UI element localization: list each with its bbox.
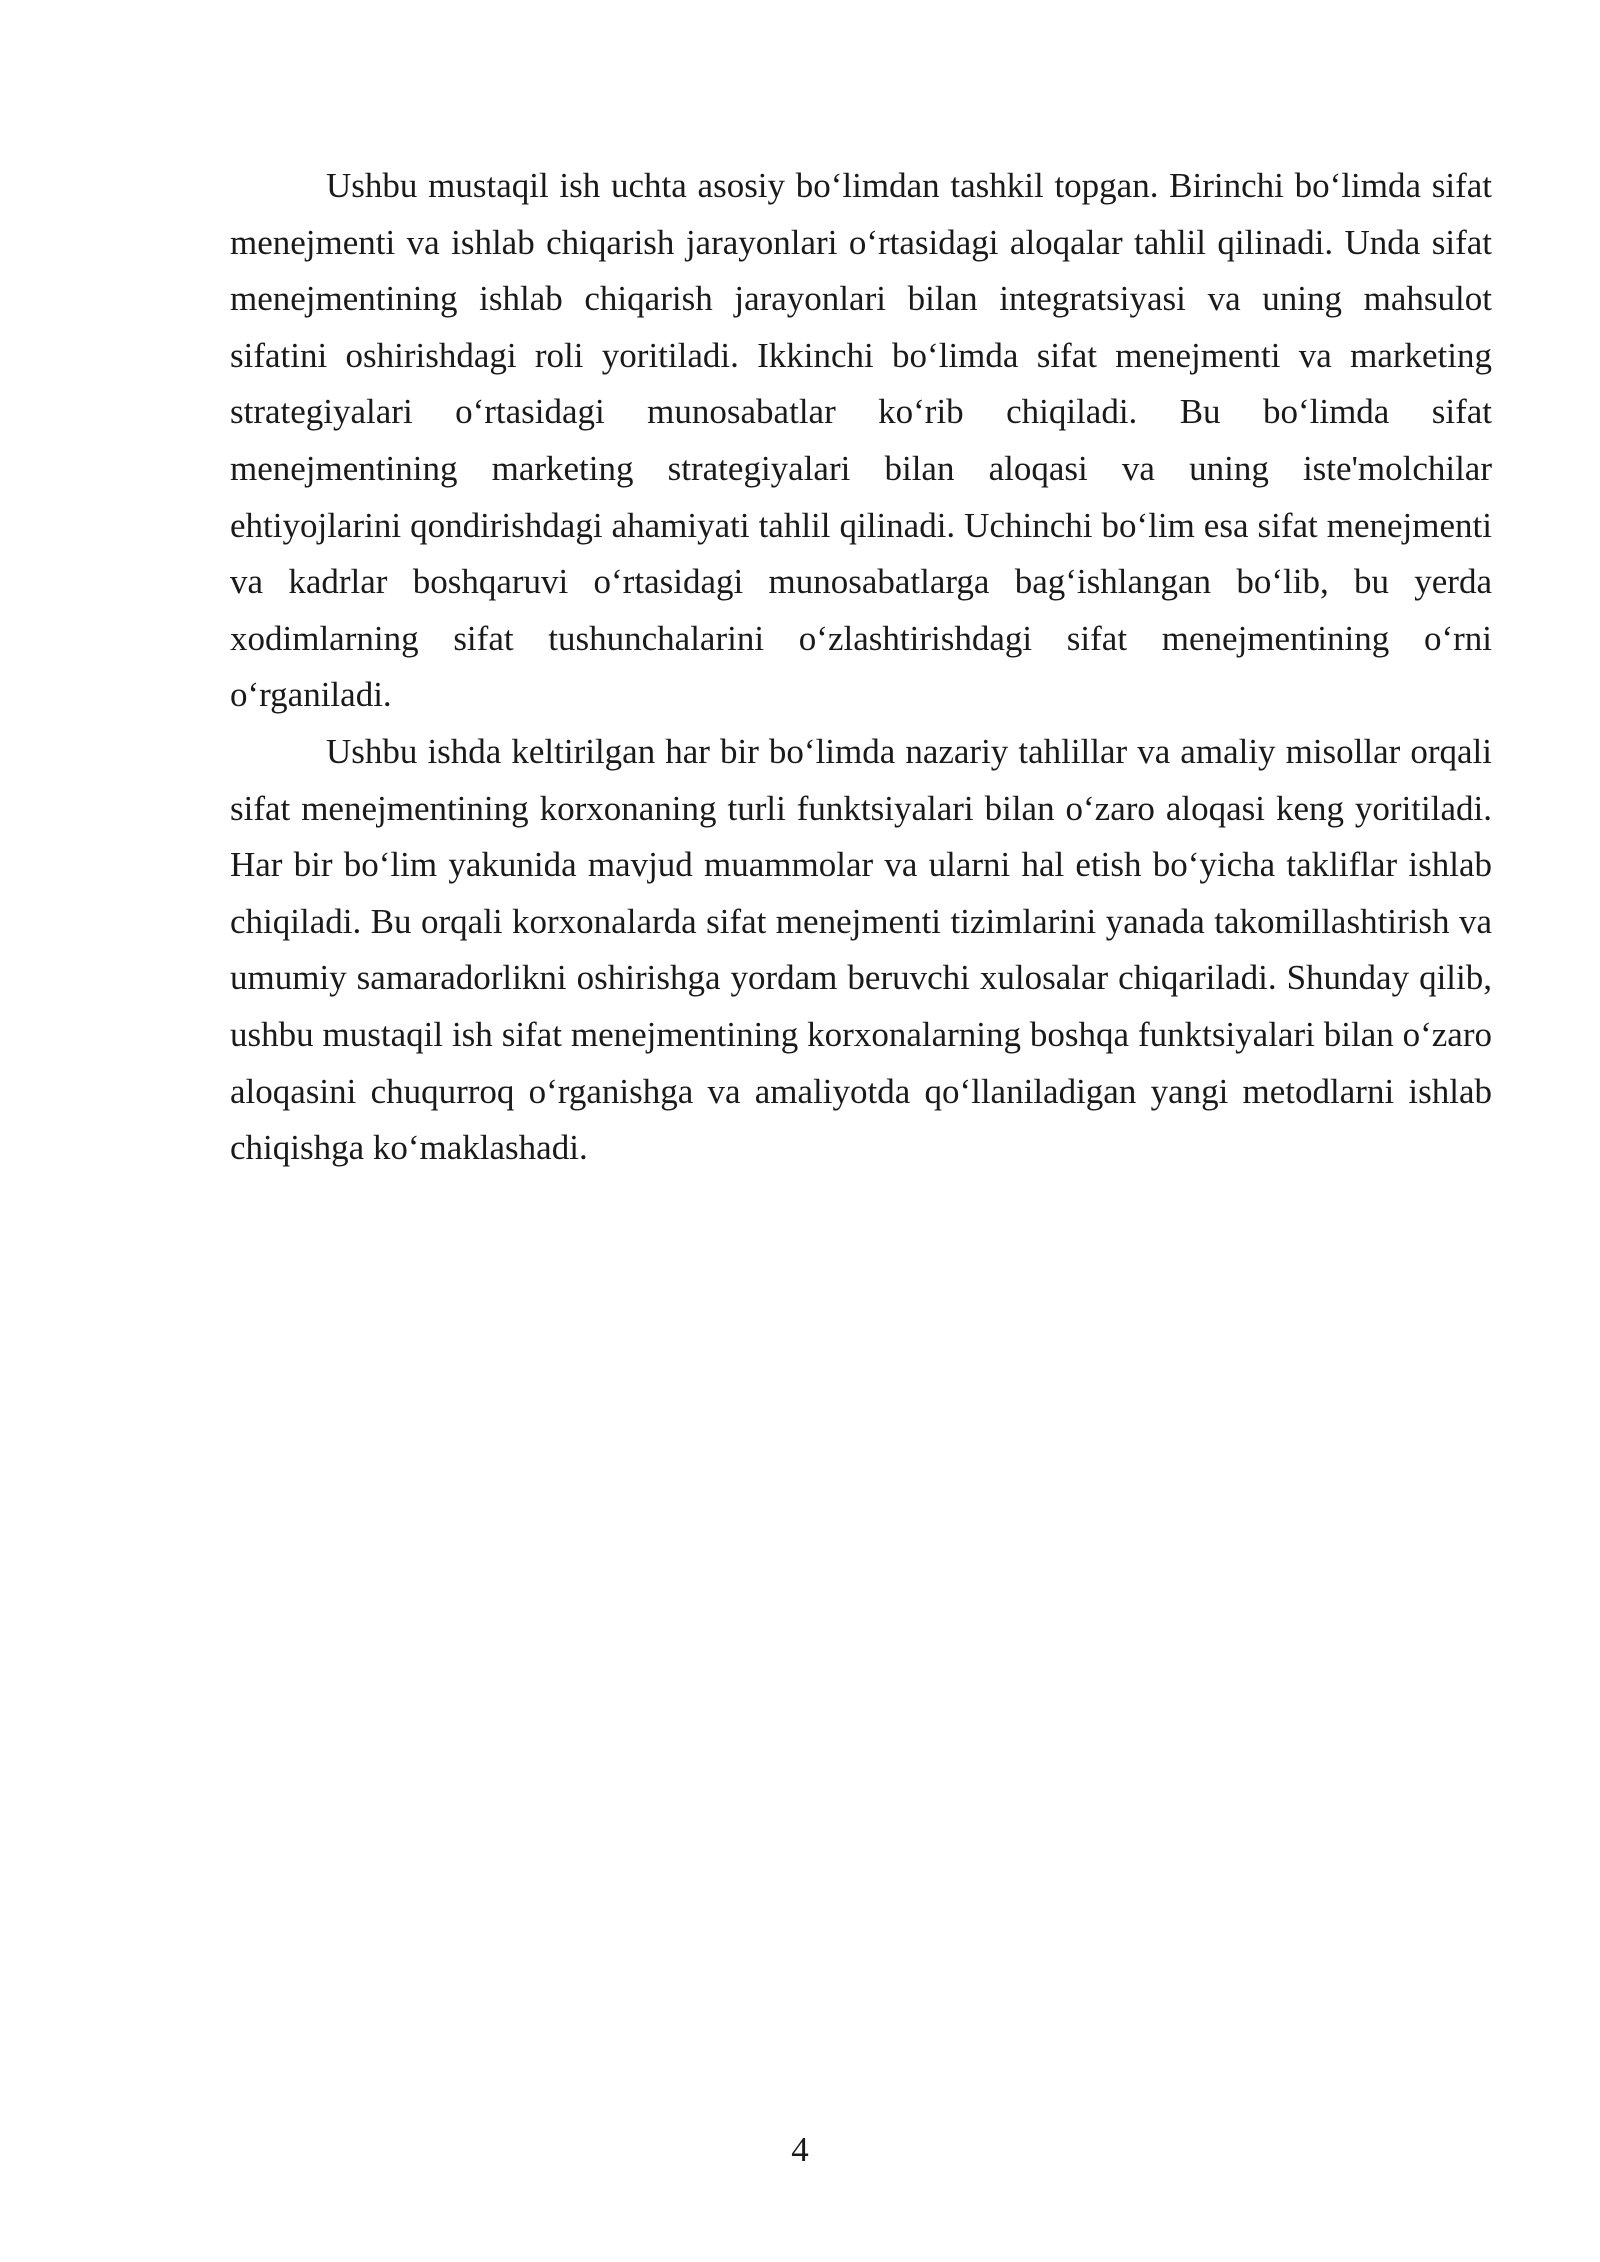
body-text xyxy=(230,158,1492,1177)
paragraph-2: Ushbu ishda keltirilgan har bir bo‘limda nazariy tahlillar va amaliy misollar orqali sifat menejmentining korxonaning turli funktsiyalari bilan o‘zaro aloqasi keng yoritiladi. Har bir bo‘lim yakunida mavjud muammolar va ularni hal etish bo‘yicha takliflar ishlab chiqiladi. Bu orqali korxonalarda sifat menejmenti tizimlarini yanada takomillashtirish va umumiy samaradorlikni oshirishga yordam beruvchi xulosalar chiqariladi. Shunday qilib, ushbu mustaqil ish sifat menejmentining korxonalarning boshqa funktsiyalari bilan o‘zaro aloqasini chuqurroq o‘rganishga va amaliyotda qo‘llaniladigan yangi metodlarni ishlab chiqishga ko‘maklashadi. xyxy=(230,731,1492,1168)
paragraph-1: Ushbu mustaqil ish uchta asosiy bo‘limdan tashkil topgan. Birinchi bo‘limda sifat menejmenti va ishlab chiqarish jarayonlari o‘rtasidagi aloqalar tahlil qilinadi. Unda sifat menejmentining ishlab chiqarish jarayonlari bilan integratsiyasi va uning mahsulot sifatini oshirishdagi roli yoritiladi. Ikkinchi bo‘limda sifat menejmenti va marketing strategiyalari o‘rtasidagi munosabatlar ko‘rib chiqiladi. Bu bo‘limda sifat menejmentining marketing strategiyalari bilan aloqasi va uning iste'molchilar ehtiyojlarini qondirishdagi ahamiyati tahlil qilinadi. Uchinchi bo‘lim esa sifat menejmenti va kadrlar boshqaruvi o‘rtasidagi munosabatlarga bag‘ishlangan bo‘lib, bu yerda xodimlarning sifat tushunchalarini o‘zlashtirishdagi sifat menejmentining o‘rni o‘rganiladi. xyxy=(230,166,1492,715)
page-number: 4 xyxy=(791,2130,809,2169)
